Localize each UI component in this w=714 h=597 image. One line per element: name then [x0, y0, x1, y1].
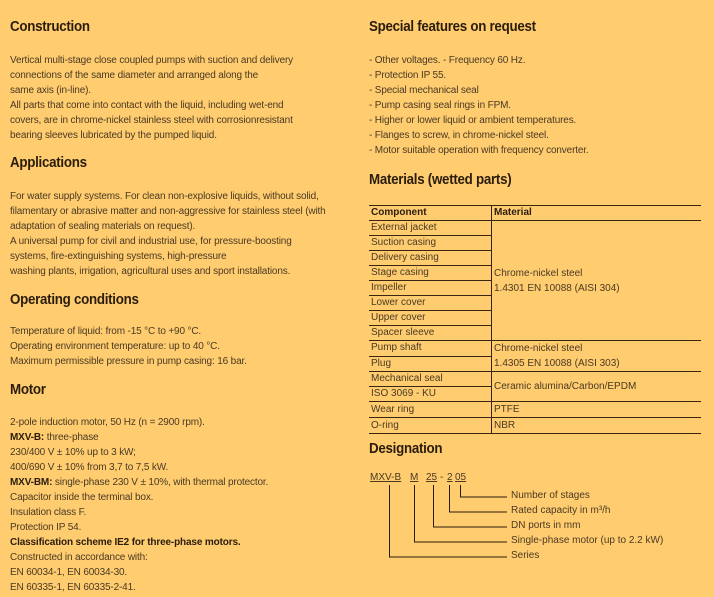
component-cell: Lower cover: [369, 296, 492, 311]
text-line: [10, 475, 268, 490]
material-line: 1.4305 EN 10088 (AISI 303): [494, 358, 620, 369]
material-cell: [492, 341, 702, 372]
text-line: [10, 430, 268, 445]
text-line: Maximum permissible pressure in pump casing: 16 bar.: [10, 356, 247, 367]
text-line: 230/400 V ± 10% up to 3 kW;: [10, 447, 136, 458]
connector-series: [390, 485, 508, 557]
text-line: washing plants, irrigation, agricultural uses and sport installations.: [10, 266, 291, 277]
text-line: Constructed in accordance with:: [10, 552, 148, 563]
list-item: - Flanges to screw, in chrome-nickel steel.: [369, 130, 549, 141]
component-cell: External jacket: [369, 221, 492, 236]
component-cell: Spacer sleeve: [369, 326, 492, 341]
label-stages: Number of stages: [511, 490, 590, 501]
text-line: A universal pump for civil and industrial use, for pressure-boosting: [10, 236, 292, 247]
material-cell: [492, 372, 702, 402]
component-cell: Delivery casing: [369, 251, 492, 266]
code-stages: 05: [455, 472, 467, 483]
applications-text: [10, 189, 326, 279]
text-line: bearing sleeves lubricated by the pumped liquid.: [10, 130, 217, 141]
connector-capacity: [450, 485, 508, 512]
model-label: MXV-BM:: [10, 477, 53, 488]
operating-conditions-text: [10, 324, 247, 369]
text-line: For water supply systems. For clean non-explosive liquids, without solid,: [10, 191, 319, 202]
model-desc: single-phase 230 V ± 10%, with thermal protector.: [52, 477, 269, 488]
text-line: EN 60034-1, EN 60034-30.: [10, 567, 128, 578]
construction-heading: Construction: [10, 19, 90, 35]
table-row: [369, 221, 701, 236]
component-cell: Stage casing: [369, 266, 492, 281]
component-cell: Mechanical seal: [369, 372, 492, 387]
text-line: covers, are in chrome-nickel stainless steel with corrosionresistant: [10, 115, 293, 126]
designation-diagram: [369, 472, 709, 572]
material-cell: PTFE: [492, 402, 702, 418]
text-line: Capacitor inside the terminal box.: [10, 492, 154, 503]
component-cell: Plug: [369, 356, 492, 372]
material-line: Chrome-nickel steel: [494, 267, 583, 279]
materials-heading: Materials (wetted parts): [369, 172, 512, 188]
code-motor: M: [410, 472, 419, 483]
code-dash: -: [440, 472, 444, 483]
material-cell: [492, 221, 702, 341]
component-cell: Upper cover: [369, 311, 492, 326]
applications-heading: Applications: [10, 155, 87, 171]
operating-conditions-heading: Operating conditions: [10, 292, 139, 308]
model-desc: three-phase: [44, 432, 99, 443]
motor-text: [10, 415, 268, 595]
material-line: Ceramic alumina/Carbon/EPDM: [494, 381, 637, 392]
material-line: Chrome-nickel steel: [494, 343, 583, 354]
classification-text: Classification scheme IE2 for three-phase motors.: [10, 537, 241, 548]
list-item: - Pump casing seal rings in FPM.: [369, 100, 511, 111]
text-line: [10, 535, 268, 550]
component-cell: O-ring: [369, 418, 492, 434]
special-features-heading: Special features on request: [369, 19, 536, 35]
label-series: Series: [511, 550, 540, 561]
code-series: MXV-B: [370, 472, 402, 483]
text-line: 2-pole induction motor, 50 Hz (n = 2900 rpm).: [10, 417, 205, 428]
material-cell: NBR: [492, 418, 702, 434]
text-line: Vertical multi-stage close coupled pumps with suction and delivery: [10, 55, 294, 66]
designation-heading: Designation: [369, 441, 443, 457]
text-line: All parts that come into contact with the liquid, including wet-end: [10, 100, 284, 111]
text-line: 400/690 V ± 10% from 3,7 to 7,5 kW.: [10, 462, 169, 473]
list-item: - Protection IP 55.: [369, 70, 447, 81]
text-line: filamentary or abrasive matter and non-aggressive for stainless steel (with: [10, 206, 326, 217]
motor-heading: Motor: [10, 382, 46, 398]
component-cell: Impeller: [369, 281, 492, 296]
text-line: Insulation class F.: [10, 507, 87, 518]
component-cell: ISO 3069 - KU: [369, 387, 492, 402]
table-row: [369, 341, 701, 357]
table-row: [369, 418, 701, 434]
list-item: - Special mechanical seal: [369, 85, 479, 96]
label-dn: DN ports in mm: [511, 520, 581, 531]
text-line: systems, fire-extinguishing systems, high-pressure: [10, 251, 227, 262]
list-item: - Higher or lower liquid or ambient temperatures.: [369, 115, 577, 126]
connector-stages: [461, 485, 508, 497]
table-row: [369, 372, 701, 387]
label-motor: Single-phase motor (up to 2.2 kW): [511, 535, 664, 546]
table-row: [369, 402, 701, 418]
label-capacity: Rated capacity in m³/h: [511, 505, 611, 516]
text-line: Operating environment temperature: up to 40 °C.: [10, 341, 220, 352]
list-item: - Motor suitable operation with frequency converter.: [369, 145, 589, 156]
construction-text: [10, 53, 293, 143]
text-line: adaptation of sealing materials on request).: [10, 221, 196, 232]
materials-table: [369, 205, 701, 434]
code-dn: 25: [426, 472, 438, 483]
list-item: - Other voltages. - Frequency 60 Hz.: [369, 55, 526, 66]
connector-dn: [434, 485, 508, 527]
text-line: Protection IP 54.: [10, 522, 82, 533]
component-cell: Wear ring: [369, 402, 492, 418]
header-material: Material: [492, 206, 702, 221]
text-line: EN 60335-1, EN 60335-2-41.: [10, 582, 136, 593]
material-line: 1.4301 EN 10088 (AISI 304): [494, 282, 620, 294]
text-line: Temperature of liquid: from -15 °C to +90 °C.: [10, 326, 202, 337]
code-capacity: 2: [447, 472, 453, 483]
text-line: connections of the same diameter and arranged along the: [10, 70, 259, 81]
header-component: Component: [369, 206, 492, 221]
model-label: MXV-B:: [10, 432, 45, 443]
special-features-list: [369, 53, 589, 158]
table-header-row: [369, 206, 701, 221]
component-cell: Suction casing: [369, 236, 492, 251]
text-line: same axis (in-line).: [10, 85, 91, 96]
component-cell: Pump shaft: [369, 341, 492, 357]
